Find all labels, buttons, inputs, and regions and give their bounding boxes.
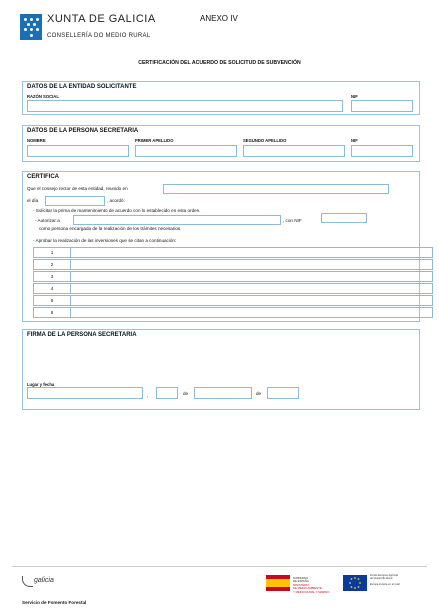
nombre-label: NOMBRE [27,138,46,143]
ministerio-line: MINISTERIO [293,582,310,587]
xunta-logo-icon [20,14,42,40]
inversion-row[interactable] [33,283,433,294]
ministerio-line: GOBIERNO [293,576,309,580]
secretaria-section [22,125,420,162]
comma-text: , [147,393,149,398]
inversion-row[interactable] [33,271,433,282]
razon-social-field[interactable] [27,100,343,112]
ministerio-text [293,577,329,594]
servicio-text: Servicio de Fomento Forestal [22,600,87,605]
inversion-row[interactable] [33,295,433,306]
galicia-wordmark: galicia [34,577,54,584]
row-number: 6 [34,308,71,317]
document-title: CERTIFICACIÓN DEL ACUERDO DE SOLICITUD DE SUBVENCIÓN [138,60,301,66]
nombre-field[interactable] [27,145,129,157]
autorizado-nombre-field[interactable] [73,215,281,225]
dia-field[interactable] [45,196,105,206]
row-number: 2 [34,260,71,269]
department-name: CONSELLERÍA DO MEDIO RURAL [47,33,151,39]
row-number: 1 [34,248,71,257]
galicia-logo-icon [22,576,33,587]
acordo-text: , acordó: [107,198,125,203]
row-number: 5 [34,296,71,305]
autorizar-text: - Autorizar a [35,218,60,223]
secretaria-title: DATOS DE LA PERSONA SECRETARIA [27,128,139,134]
ministerio-line: Y MEDIO RURAL Y MARINO [293,589,330,594]
inversion-row[interactable] [33,307,433,318]
eu-flag-icon [343,575,367,591]
feader-line: Europa invierte en el rural [370,583,400,587]
entidad-title: DATOS DE LA ENTIDAD SOLICITANTE [27,84,137,90]
inversion-row[interactable] [33,259,433,270]
entidad-nif-label: NIF [351,94,358,99]
firma-section [22,329,420,410]
fecha-mes-field[interactable] [194,387,252,399]
encargada-text: como persona encargada de la realización de los trámites necesarios. [39,226,182,231]
segundo-apellido-field[interactable] [243,145,345,157]
feader-text [370,574,422,587]
primer-apellido-field[interactable] [135,145,237,157]
lugar-fecha-label: Lugar y fecha [27,382,55,387]
entidad-nif-field[interactable] [351,100,413,112]
secretaria-nif-label: NIF [351,138,358,143]
autorizado-nif-field[interactable] [321,213,367,223]
row-number: 3 [34,272,71,281]
primer-apellido-label: PRIMER APELLIDO [135,138,174,143]
feader-line: de Desarrollo Rural [370,577,393,581]
de-text: de [256,391,262,396]
reunido-text: Que el consejo rector de esta entidad, reunido en [27,186,128,191]
entidad-section [22,81,420,115]
row-number: 4 [34,284,71,293]
certifica-section [22,171,420,322]
de-text: de [183,391,189,396]
dia-text: el día [27,198,39,203]
segundo-apellido-label: SEGUNDO APELLIDO [243,138,287,143]
lugar-reunion-field[interactable] [163,184,389,194]
certifica-title: CERTIFICA [27,174,59,180]
inversion-row[interactable] [33,247,433,258]
con-nif-text: , con NIF [283,218,302,223]
secretaria-nif-field[interactable] [351,145,413,157]
brand-name: XUNTA DE GALICIA [47,13,156,25]
annex-label: ANEXO IV [200,14,238,23]
solicitar-text: - Solicitar la prima de mantenimiento de acuerdo con lo establecido en esta orden. [33,208,201,213]
aprobar-text: - Aprobar la realización de las inversiones que se citan a continuación: [33,238,177,243]
footer-divider [12,566,427,567]
razon-social-label: RAZÓN SOCIAL [27,94,59,99]
lugar-field[interactable] [27,387,143,399]
firma-title: FIRMA DE LA PERSONA SECRETARIA [27,332,137,338]
feader-line: Fondo Europeo Agrícola [370,574,398,577]
fecha-dia-field[interactable] [156,387,178,399]
fecha-ano-field[interactable] [267,387,299,399]
ministerio-line: DE ESPAÑA [293,579,309,584]
ministerio-line: DE MEDIO AMBIENTE [293,586,322,591]
spain-flag-icon [266,575,290,591]
